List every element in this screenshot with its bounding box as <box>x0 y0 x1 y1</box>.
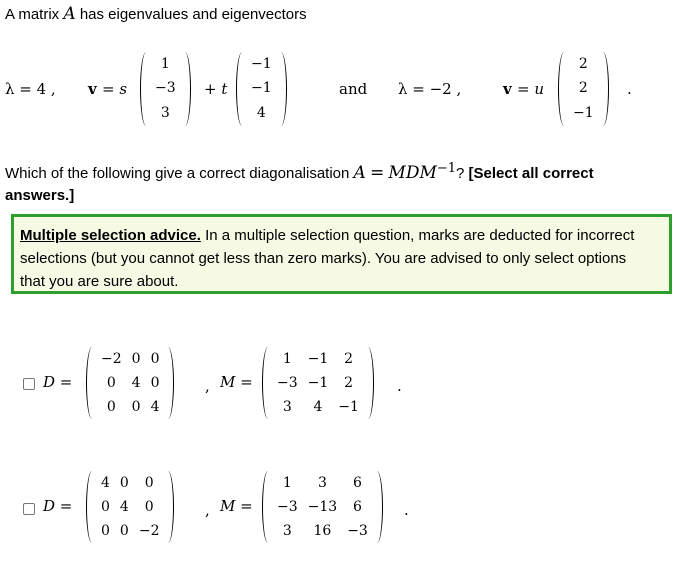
advice-line1: In a multiple selection question, marks are deducted for incorrect <box>205 227 635 244</box>
option-1-d-matrix <box>86 347 174 419</box>
eig1-plus-t: + t <box>204 80 228 98</box>
right-paren <box>181 52 191 126</box>
advice-line2: selections (but you cannot get less than zero marks). You are advised to only select options <box>20 250 627 267</box>
option-1-comma: , <box>205 377 210 395</box>
matrix-cell: 0 <box>106 374 116 391</box>
matrix-cell: 2 <box>344 374 354 391</box>
question-instruction-cont: answers.] <box>5 187 75 204</box>
vec-entry: −1 <box>251 80 272 97</box>
left-paren <box>140 52 150 126</box>
eig2-v: v <box>503 80 512 98</box>
vector-table <box>150 52 181 126</box>
and-label: and <box>339 80 368 98</box>
matrix-cell: 0 <box>101 498 110 515</box>
option-2-period: . <box>404 501 409 519</box>
eig2-lambda: λ = −2 , <box>398 80 462 98</box>
matrix-cell: −1 <box>307 374 329 391</box>
left-paren <box>262 347 272 419</box>
matrix-cell: 1 <box>282 350 292 367</box>
matrix-cell: −1 <box>307 350 329 367</box>
option-1-m-matrix <box>262 347 374 419</box>
formula-exp: −1 <box>436 161 457 176</box>
matrix-cell: 16 <box>313 522 332 539</box>
formula-lhs: A <box>353 163 366 183</box>
matrix-cell: 0 <box>119 474 129 491</box>
matrix-cell: 4 <box>131 374 141 391</box>
right-paren <box>164 347 174 419</box>
matrix-cell: 0 <box>131 398 141 415</box>
eig1-lambda: λ = 4 , <box>5 80 56 98</box>
eig1-vector-1 <box>140 52 191 126</box>
intro-var: A <box>63 4 76 24</box>
right-paren <box>599 52 609 126</box>
matrix-table <box>272 471 373 543</box>
formula-rhs: MDM <box>388 163 437 183</box>
matrix-cell: −13 <box>307 498 338 515</box>
matrix-cell: −1 <box>338 398 359 415</box>
matrix-cell: 4 <box>101 474 110 491</box>
matrix-cell: 0 <box>150 350 160 367</box>
vec-entry: −1 <box>573 105 594 122</box>
formula-eq: = <box>369 163 385 183</box>
option-2-d-matrix <box>86 471 174 543</box>
left-paren <box>558 52 568 126</box>
intro-suffix: has eigenvalues and eigenvectors <box>79 6 307 23</box>
multiple-selection-advice <box>11 214 672 294</box>
eig2-period: . <box>627 80 632 98</box>
right-paren <box>364 347 374 419</box>
matrix-cell: −3 <box>347 522 368 539</box>
vec-entry: 2 <box>578 55 588 72</box>
question-text: Which of the following give a correct diagonalisation <box>5 165 350 182</box>
left-paren <box>86 347 96 419</box>
vec-entry: 4 <box>256 105 266 122</box>
intro-prefix: A matrix <box>5 6 60 23</box>
matrix-cell: 0 <box>119 522 129 539</box>
matrix-cell: 0 <box>144 498 154 515</box>
matrix-table <box>272 347 364 419</box>
right-paren <box>164 471 174 543</box>
vec-entry: −3 <box>155 80 176 97</box>
matrix-cell: 6 <box>353 474 362 491</box>
matrix-cell: −3 <box>277 498 298 515</box>
eig1-eq-s: = s <box>102 80 128 98</box>
vector-table <box>568 52 599 126</box>
matrix-cell: 3 <box>317 474 327 491</box>
matrix-cell: −2 <box>101 350 122 367</box>
option-1-period: . <box>397 377 402 395</box>
matrix-table <box>96 347 164 419</box>
left-paren <box>262 471 272 543</box>
eig2-eq-u: = u <box>517 80 544 98</box>
option-1-d-label: D = <box>43 373 73 391</box>
option-2-comma: , <box>205 501 210 519</box>
matrix-cell: 2 <box>344 350 354 367</box>
advice-line3: that you are sure about. <box>20 273 179 290</box>
option-2-m-matrix <box>262 471 383 543</box>
matrix-cell: 3 <box>282 398 292 415</box>
matrix-cell: 0 <box>101 522 110 539</box>
right-paren <box>277 52 287 126</box>
vec-entry: 1 <box>160 55 170 72</box>
question-line <box>5 161 594 183</box>
matrix-cell: 0 <box>150 374 160 391</box>
matrix-cell: 1 <box>282 474 292 491</box>
intro-line <box>5 4 307 24</box>
matrix-cell: 4 <box>119 498 129 515</box>
vec-entry: 2 <box>578 80 588 97</box>
matrix-cell: −2 <box>138 522 160 539</box>
eig2-vector <box>558 52 609 126</box>
right-paren <box>373 471 383 543</box>
option-1-m-label: M = <box>220 373 253 391</box>
vec-entry: −1 <box>251 55 272 72</box>
matrix-cell: 0 <box>131 350 141 367</box>
matrix-cell: 4 <box>313 398 323 415</box>
matrix-cell: 6 <box>353 498 362 515</box>
vec-entry: 3 <box>160 105 170 122</box>
option-2-checkbox[interactable] <box>23 503 35 515</box>
matrix-cell: 0 <box>144 474 154 491</box>
left-paren <box>236 52 246 126</box>
option-1-checkbox[interactable] <box>23 378 35 390</box>
question-instruction: [Select all correct <box>468 165 594 182</box>
option-2-m-label: M = <box>220 497 253 515</box>
eig1-v: v <box>88 80 97 98</box>
vector-table <box>246 52 277 126</box>
matrix-cell: 0 <box>106 398 116 415</box>
option-2-d-label: D = <box>43 497 73 515</box>
left-paren <box>86 471 96 543</box>
matrix-cell: 4 <box>150 398 160 415</box>
matrix-cell: 3 <box>282 522 292 539</box>
eig1-vector-2 <box>236 52 287 126</box>
advice-title: Multiple selection advice. <box>20 227 201 244</box>
matrix-cell: −3 <box>277 374 298 391</box>
matrix-table <box>96 471 164 543</box>
question-mark: ? <box>456 165 465 182</box>
